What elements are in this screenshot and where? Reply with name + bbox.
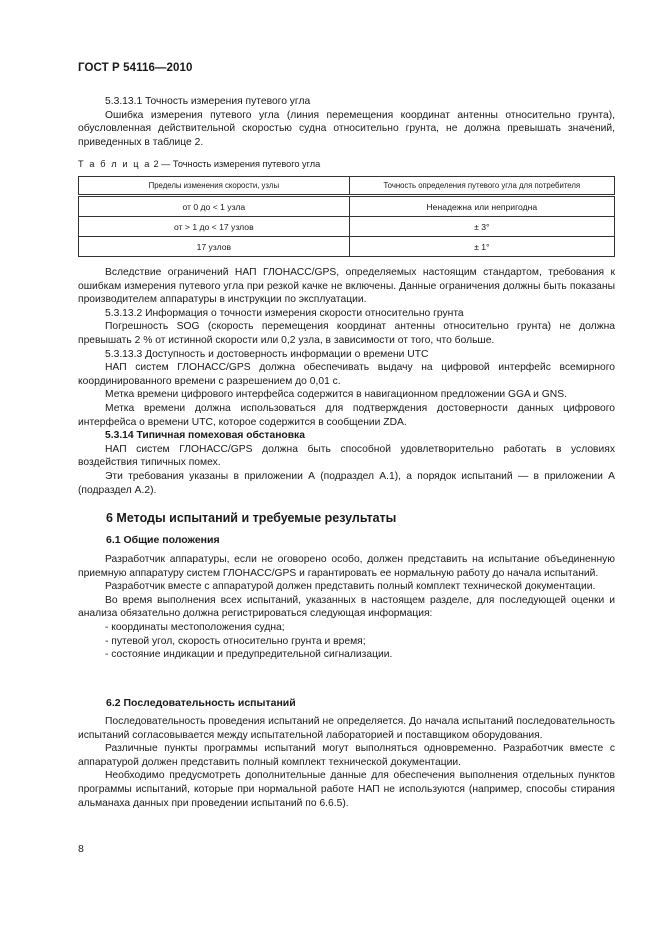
table-cell: Ненадежна или непригодна bbox=[349, 196, 614, 217]
subsection-heading: 6.2 Последовательность испытаний bbox=[106, 697, 296, 709]
paragraph: Необходимо предусмотреть дополнительные данные для обеспечения выполнения отдельных пунктов программы испытаний, которые при нормальной работе НАП не используются (например, способы стирания альманаха данных при проведении испытаний по 6.6.5). bbox=[78, 770, 615, 809]
section-heading: 6 Методы испытаний и требуемые результаты bbox=[106, 511, 397, 525]
table-header-cell: Точность определения путевого угла для потребителя bbox=[349, 177, 614, 196]
list-item: - состояние индикации и предупредительной сигнализации. bbox=[105, 649, 393, 661]
table-cell: ± 1° bbox=[349, 237, 614, 257]
paragraph: НАП систем ГЛОНАСС/GPS должна быть способной удовлетворительно работать в условиях воздействия типичных помех. bbox=[78, 443, 615, 469]
table-caption-prefix: Т а б л и ц а bbox=[78, 159, 151, 169]
clause-5-3-13-1 bbox=[78, 95, 615, 149]
paragraph: Во время выполнения всех испытаний, указанных в настоящем разделе, для последующей оценки и анализа обязательно должна регистрироваться следующая информация: bbox=[78, 594, 615, 620]
subsection-6-1-body bbox=[78, 553, 615, 662]
table-cell: от > 1 до < 17 узлов bbox=[79, 217, 350, 237]
clause-title: 5.3.13.2 Информация о точности измерения скорости относительно грунта bbox=[105, 307, 464, 319]
standard-header: ГОСТ Р 54116—2010 bbox=[78, 62, 193, 74]
subsection-6-2-body bbox=[78, 715, 615, 810]
table-cell: от 0 до < 1 узла bbox=[79, 196, 350, 217]
paragraph: Ошибка измерения путевого угла (линия перемещения координат антенны относительно грунта), обусловленная действительной скоростью судна относительно грунта, не должна превышать значений, приведенных в таблице 2. bbox=[78, 109, 615, 148]
paragraph: Последовательность проведения испытаний не определяется. До начала испытаний последовательность испытаний согласовывается между испытательной лабораторией и поставщиком оборудования. bbox=[78, 716, 615, 741]
page-number: 8 bbox=[78, 843, 84, 855]
table-cell: ± 3° bbox=[349, 217, 614, 237]
table-header-row bbox=[79, 177, 615, 196]
table-caption bbox=[78, 159, 320, 169]
info-list bbox=[78, 621, 615, 662]
table-caption-text: 2 — Точность измерения путевого угла bbox=[150, 159, 321, 169]
table-row bbox=[79, 237, 615, 257]
table-header-cell: Пределы изменения скорости, узлы bbox=[79, 177, 350, 196]
paragraph: Различные пункты программы испытаний могут выполняться одновременно. Разработчик вместе с аппаратурой должен представить полный комплект технической документации. bbox=[78, 743, 615, 768]
table-row bbox=[79, 196, 615, 217]
list-item: - координаты местоположения судна; bbox=[105, 621, 285, 633]
table-row bbox=[79, 217, 615, 237]
paragraph: НАП систем ГЛОНАСС/GPS должна обеспечивать выдачу на цифровой интерфейс всемирного координированного времени с разрешением до 0,01 с. bbox=[78, 362, 615, 387]
paragraph: Погрешность SOG (скорость перемещения координат антенны относительно грунта) не должна превышать 2 % от истинной скорости или 0,2 узла, в зависимости от того, что больше. bbox=[78, 321, 615, 346]
paragraph: Метка времени цифрового интерфейса содержится в навигационном предложении GGA и GNS. bbox=[105, 389, 567, 401]
clauses-5-3-13-to-5-3-14 bbox=[78, 266, 615, 497]
paragraph: Разработчик вместе с аппаратурой должен представить полный комплект технической документации. bbox=[105, 581, 596, 593]
table-cell: 17 узлов bbox=[79, 237, 350, 257]
accuracy-table bbox=[78, 176, 615, 257]
subsection-heading: 6.1 Общие положения bbox=[106, 534, 220, 546]
list-item: - путевой угол, скорость относительно грунта и время; bbox=[105, 635, 366, 647]
paragraph: Вследствие ограничений НАП ГЛОНАСС/GPS, определяемых настоящим стандартом, требования к ошибкам измерения путевого угла при резкой качке не включены. Данные ограничения должны быть показаны производителем аппаратуры в инструкции по эксплуатации. bbox=[78, 267, 615, 306]
paragraph: Разработчик аппаратуры, если не оговорено особо, должен представить на испытание объединенную приемную аппаратуру систем ГЛОНАСС/GPS и гарантировать ее нормальную работу до начала испытаний. bbox=[78, 554, 615, 579]
paragraph: Эти требования указаны в приложении А (подраздел А.1), а порядок испытаний — в приложении А (подраздел А.2). bbox=[78, 470, 615, 496]
clause-title: 5.3.13.3 Доступность и достоверность информации о времени UTC bbox=[105, 348, 429, 360]
paragraph: Метка времени должна использоваться для подтверждения достоверности данных цифрового интерфейса о времени UTC, которое содержится в сообщении ZDA. bbox=[78, 402, 615, 428]
clause-title: 5.3.14 Типичная помеховая обстановка bbox=[105, 430, 305, 442]
clause-title: 5.3.13.1 Точность измерения путевого угла bbox=[105, 96, 311, 107]
